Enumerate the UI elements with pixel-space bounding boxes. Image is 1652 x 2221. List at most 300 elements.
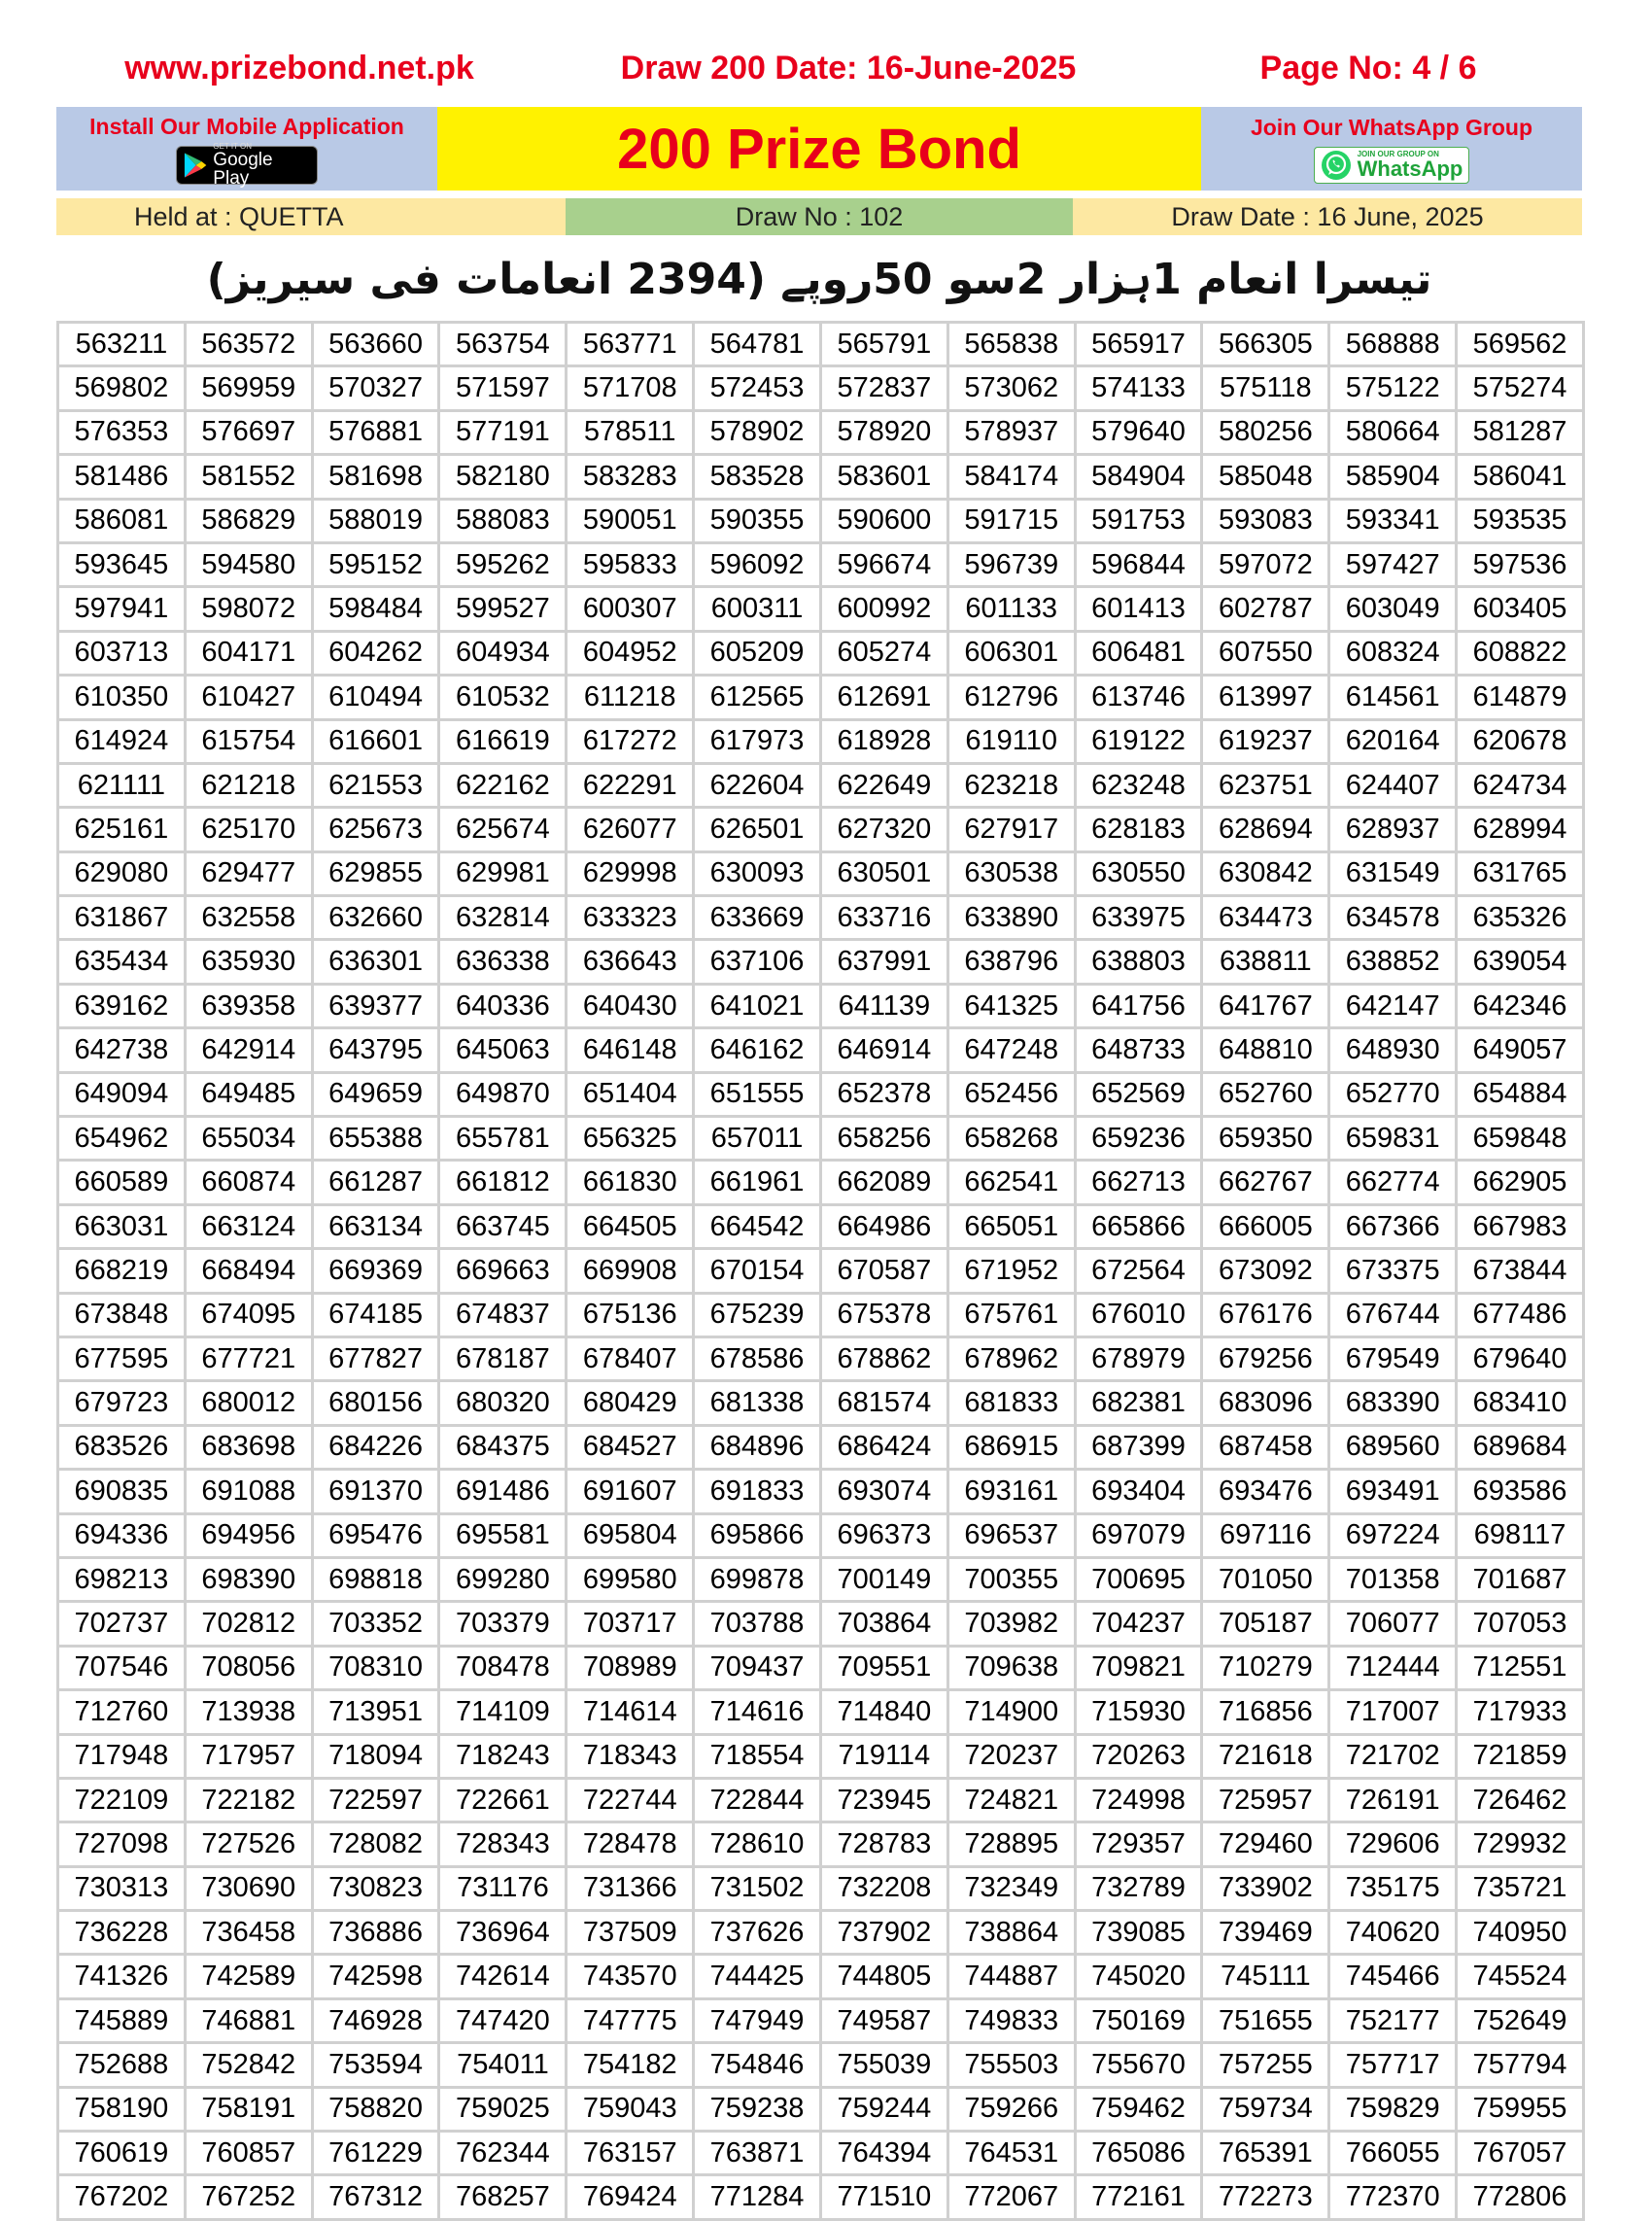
bond-number-cell: 664505	[567, 1204, 694, 1248]
bond-number-cell: 759829	[1329, 2087, 1457, 2131]
bond-number-cell: 747420	[439, 1998, 567, 2042]
bond-number-cell: 730823	[312, 1866, 439, 1910]
table-row	[58, 808, 1584, 851]
bond-number-cell: 728343	[439, 1822, 567, 1866]
bond-number-cell: 741326	[58, 1955, 186, 1998]
bond-number-cell: 598484	[312, 587, 439, 631]
bond-number-cell: 719114	[820, 1734, 947, 1778]
bond-number-cell: 712444	[1329, 1646, 1457, 1689]
table-row	[58, 631, 1584, 675]
bond-number-cell: 620678	[1457, 719, 1584, 763]
bond-number-cell: 610494	[312, 676, 439, 719]
google-play-button[interactable]	[176, 141, 318, 189]
table-row	[58, 1470, 1584, 1513]
bond-number-cell: 600311	[694, 587, 821, 631]
bond-number-cell: 745524	[1457, 1955, 1584, 1998]
bond-number-cell: 693491	[1329, 1470, 1457, 1513]
held-at: Held at : QUETTA	[56, 198, 566, 235]
bond-number-cell: 614561	[1329, 676, 1457, 719]
bond-number-cell: 655034	[185, 1117, 312, 1161]
bond-number-cell: 631867	[58, 896, 186, 940]
bond-number-cell: 662713	[1075, 1161, 1202, 1204]
bond-number-cell: 772067	[947, 2175, 1075, 2219]
bond-number-cell: 691088	[185, 1470, 312, 1513]
bond-number-cell: 633890	[947, 896, 1075, 940]
bond-number-cell: 642147	[1329, 984, 1457, 1027]
bond-number-cell: 624734	[1457, 763, 1584, 807]
bond-number-cell: 639377	[312, 984, 439, 1027]
bond-number-cell: 755039	[820, 2043, 947, 2087]
bond-number-cell: 754182	[567, 2043, 694, 2087]
draw-number: Draw No : 102	[566, 198, 1073, 235]
table-row	[58, 1602, 1584, 1646]
bond-number-cell: 760857	[185, 2132, 312, 2175]
bond-number-cell: 583601	[820, 455, 947, 499]
bond-number-cell: 626077	[567, 808, 694, 851]
bond-number-cell: 700149	[820, 1557, 947, 1601]
bond-number-cell: 674185	[312, 1293, 439, 1336]
bond-number-cell: 767202	[58, 2175, 186, 2219]
bond-number-cell: 635434	[58, 940, 186, 984]
bond-number-cell: 660874	[185, 1161, 312, 1204]
table-row	[58, 1998, 1584, 2042]
bond-number-cell: 586829	[185, 499, 312, 542]
bond-number-cell: 662774	[1329, 1161, 1457, 1204]
bond-number-cell: 693586	[1457, 1470, 1584, 1513]
bond-number-cell: 766055	[1329, 2132, 1457, 2175]
bond-number-cell: 767252	[185, 2175, 312, 2219]
bond-number-cell: 636338	[439, 940, 567, 984]
bond-number-cell: 704237	[1075, 1602, 1202, 1646]
bond-number-cell: 616601	[312, 719, 439, 763]
site-link[interactable]: www.prizebond.net.pk	[124, 49, 474, 87]
bond-number-cell: 605274	[820, 631, 947, 675]
bond-number-cell: 622291	[567, 763, 694, 807]
bond-number-cell: 747775	[567, 1998, 694, 2042]
bond-number-cell: 574133	[1075, 366, 1202, 410]
bond-number-cell: 687399	[1075, 1425, 1202, 1469]
install-app-text: Install Our Mobile Application	[89, 113, 404, 139]
bond-number-cell: 703864	[820, 1602, 947, 1646]
bond-number-cell: 632660	[312, 896, 439, 940]
bond-number-cell: 754011	[439, 2043, 567, 2087]
bond-number-cell: 570327	[312, 366, 439, 410]
bond-number-cell: 755503	[947, 2043, 1075, 2087]
bond-number-cell: 675378	[820, 1293, 947, 1336]
bond-number-cell: 605209	[694, 631, 821, 675]
bond-number-cell: 601133	[947, 587, 1075, 631]
bond-number-cell: 629477	[185, 851, 312, 895]
bond-number-cell: 661961	[694, 1161, 821, 1204]
table-row	[58, 1072, 1584, 1116]
bond-number-cell: 745466	[1329, 1955, 1457, 1998]
bond-number-cell: 591753	[1075, 499, 1202, 542]
bond-number-cell: 629080	[58, 851, 186, 895]
bond-number-cell: 565838	[947, 323, 1075, 366]
table-row	[58, 587, 1584, 631]
bond-number-cell: 669663	[439, 1249, 567, 1293]
bond-number-cell: 661830	[567, 1161, 694, 1204]
bond-number-cell: 681833	[947, 1381, 1075, 1425]
bond-number-cell: 633975	[1075, 896, 1202, 940]
bond-number-cell: 757717	[1329, 2043, 1457, 2087]
bond-number-cell: 732349	[947, 1866, 1075, 1910]
bond-number-cell: 610350	[58, 676, 186, 719]
bond-number-cell: 730313	[58, 1866, 186, 1910]
whatsapp-join-button[interactable]	[1314, 147, 1470, 184]
bond-number-cell: 639162	[58, 984, 186, 1027]
bond-number-cell: 599527	[439, 587, 567, 631]
bond-number-cell: 576697	[185, 410, 312, 454]
bond-number-cell: 723945	[820, 1778, 947, 1822]
bond-number-cell: 617272	[567, 719, 694, 763]
bond-number-cell: 640336	[439, 984, 567, 1027]
bond-number-cell: 652456	[947, 1072, 1075, 1116]
bond-number-cell: 579640	[1075, 410, 1202, 454]
bond-number-cell: 729932	[1457, 1822, 1584, 1866]
bond-number-cell: 750169	[1075, 1998, 1202, 2042]
bond-number-cell: 762344	[439, 2132, 567, 2175]
bond-number-cell: 679549	[1329, 1336, 1457, 1380]
whatsapp-small-text: JOIN OUR GROUP ON	[1357, 149, 1439, 158]
bond-number-cell: 693074	[820, 1470, 947, 1513]
bond-number-cell: 641767	[1202, 984, 1329, 1027]
bond-number-cell: 634473	[1202, 896, 1329, 940]
bond-number-cell: 695476	[312, 1513, 439, 1557]
table-row	[58, 1028, 1584, 1072]
bond-number-cell: 722661	[439, 1778, 567, 1822]
prize-heading-urdu: تیسرا انعام 1ہزار 2سو 50روپے (2394 انعامات فی سیریز)	[206, 254, 1432, 304]
bond-number-cell: 590600	[820, 499, 947, 542]
bond-number-cell: 673844	[1457, 1249, 1584, 1293]
bond-number-cell: 668494	[185, 1249, 312, 1293]
bond-number-cell: 752688	[58, 2043, 186, 2087]
bond-number-cell: 620164	[1329, 719, 1457, 763]
bond-number-cell: 621218	[185, 763, 312, 807]
bond-number-cell: 771510	[820, 2175, 947, 2219]
bond-number-cell: 677595	[58, 1336, 186, 1380]
install-app-panel	[56, 107, 437, 191]
bond-number-cell: 603713	[58, 631, 186, 675]
bond-number-cell: 713938	[185, 1690, 312, 1734]
bond-number-cell: 728895	[947, 1822, 1075, 1866]
bond-number-cell: 693476	[1202, 1470, 1329, 1513]
bond-number-cell: 659831	[1329, 1117, 1457, 1161]
bond-number-cell: 695866	[694, 1513, 821, 1557]
whatsapp-panel	[1201, 107, 1582, 191]
bond-number-cell: 639358	[185, 984, 312, 1027]
bond-number-cell: 738864	[947, 1911, 1075, 1955]
bond-number-cell: 581287	[1457, 410, 1584, 454]
bond-number-cell: 740950	[1457, 1911, 1584, 1955]
bond-number-cell: 621553	[312, 763, 439, 807]
draw-info-bar	[56, 198, 1582, 235]
bond-number-cell: 680320	[439, 1381, 567, 1425]
bond-number-cell: 722744	[567, 1778, 694, 1822]
bond-number-cell: 683410	[1457, 1381, 1584, 1425]
bond-number-cell: 584904	[1075, 455, 1202, 499]
bond-number-cell: 690835	[58, 1470, 186, 1513]
bond-number-cell: 571708	[567, 366, 694, 410]
bond-number-cell: 601413	[1075, 587, 1202, 631]
bond-number-cell: 638796	[947, 940, 1075, 984]
bond-number-cell: 622649	[820, 763, 947, 807]
bond-number-cell: 675136	[567, 1293, 694, 1336]
bond-number-cell: 714614	[567, 1690, 694, 1734]
bond-number-cell: 737902	[820, 1911, 947, 1955]
bond-number-cell: 603049	[1329, 587, 1457, 631]
table-row	[58, 2132, 1584, 2175]
bond-number-cell: 709821	[1075, 1646, 1202, 1689]
bond-number-cell: 578937	[947, 410, 1075, 454]
bond-number-cell: 614924	[58, 719, 186, 763]
bond-number-cell: 636301	[312, 940, 439, 984]
bond-number-cell: 581552	[185, 455, 312, 499]
bond-number-cell: 697224	[1329, 1513, 1457, 1557]
bond-number-cell: 640430	[567, 984, 694, 1027]
bond-number-cell: 764531	[947, 2132, 1075, 2175]
table-row	[58, 676, 1584, 719]
bond-number-cell: 642914	[185, 1028, 312, 1072]
bond-number-cell: 631765	[1457, 851, 1584, 895]
bond-number-cell: 668219	[58, 1249, 186, 1293]
winning-numbers-table	[56, 321, 1585, 2221]
bond-number-cell: 648810	[1202, 1028, 1329, 1072]
table-row	[58, 455, 1584, 499]
bond-number-cell: 702812	[185, 1602, 312, 1646]
bond-number-cell: 633669	[694, 896, 821, 940]
table-row	[58, 1204, 1584, 1248]
bond-number-cell: 655781	[439, 1117, 567, 1161]
bond-number-cell: 689560	[1329, 1425, 1457, 1469]
bond-number-cell: 765086	[1075, 2132, 1202, 2175]
bond-number-cell: 698213	[58, 1557, 186, 1601]
bond-number-cell: 673848	[58, 1293, 186, 1336]
table-row	[58, 1381, 1584, 1425]
bond-number-cell: 584174	[947, 455, 1075, 499]
bond-number-cell: 663745	[439, 1204, 567, 1248]
bond-number-cell: 635930	[185, 940, 312, 984]
bond-number-cell: 595833	[567, 542, 694, 586]
bond-number-cell: 627917	[947, 808, 1075, 851]
bond-number-cell: 724821	[947, 1778, 1075, 1822]
bond-number-cell: 739469	[1202, 1911, 1329, 1955]
bond-number-cell: 752177	[1329, 1998, 1457, 2042]
bond-number-cell: 763157	[567, 2132, 694, 2175]
bond-number-cell: 662089	[820, 1161, 947, 1204]
draw-title: Draw 200 Date: 16-June-2025	[620, 49, 1077, 87]
bond-number-cell: 749833	[947, 1998, 1075, 2042]
bond-number-cell: 676010	[1075, 1293, 1202, 1336]
bond-number-cell: 663031	[58, 1204, 186, 1248]
bond-number-cell: 709551	[820, 1646, 947, 1689]
bond-number-cell: 590051	[567, 499, 694, 542]
bond-number-cell: 646162	[694, 1028, 821, 1072]
bond-number-cell: 597072	[1202, 542, 1329, 586]
bond-number-cell: 569802	[58, 366, 186, 410]
bond-number-cell: 708056	[185, 1646, 312, 1689]
bond-number-cell: 720263	[1075, 1734, 1202, 1778]
bond-number-cell: 743570	[567, 1955, 694, 1998]
bond-number-cell: 580664	[1329, 410, 1457, 454]
bond-number-cell: 765391	[1202, 2132, 1329, 2175]
bond-number-cell: 699878	[694, 1557, 821, 1601]
bond-number-cell: 703982	[947, 1602, 1075, 1646]
bond-number-cell: 571597	[439, 366, 567, 410]
bond-number-cell: 730690	[185, 1866, 312, 1910]
bond-number-cell: 610532	[439, 676, 567, 719]
bond-number-cell: 638852	[1329, 940, 1457, 984]
bond-number-cell: 596844	[1075, 542, 1202, 586]
bond-number-cell: 731366	[567, 1866, 694, 1910]
bond-number-cell: 759462	[1075, 2087, 1202, 2131]
bond-number-cell: 646914	[820, 1028, 947, 1072]
table-row	[58, 719, 1584, 763]
bond-number-cell: 772370	[1329, 2175, 1457, 2219]
bond-number-cell: 630538	[947, 851, 1075, 895]
bond-number-cell: 694956	[185, 1513, 312, 1557]
bond-number-cell: 689684	[1457, 1425, 1584, 1469]
bond-number-cell: 604952	[567, 631, 694, 675]
bond-number-cell: 715930	[1075, 1690, 1202, 1734]
bond-number-cell: 683526	[58, 1425, 186, 1469]
table-row	[58, 1249, 1584, 1293]
bond-number-cell: 563754	[439, 323, 567, 366]
bond-number-cell: 687458	[1202, 1425, 1329, 1469]
table-row	[58, 1822, 1584, 1866]
bond-number-cell: 768257	[439, 2175, 567, 2219]
bond-number-cell: 600992	[820, 587, 947, 631]
bond-number-cell: 638803	[1075, 940, 1202, 984]
bond-number-cell: 563660	[312, 323, 439, 366]
table-row	[58, 410, 1584, 454]
bond-number-cell: 563211	[58, 323, 186, 366]
table-row	[58, 2175, 1584, 2219]
top-header	[56, 39, 1582, 97]
bond-number-cell: 676744	[1329, 1293, 1457, 1336]
bond-number-cell: 742614	[439, 1955, 567, 1998]
bond-number-cell: 648733	[1075, 1028, 1202, 1072]
bond-number-cell: 662905	[1457, 1161, 1584, 1204]
bond-number-cell: 771284	[694, 2175, 821, 2219]
bond-number-cell: 630501	[820, 851, 947, 895]
bond-number-cell: 586081	[58, 499, 186, 542]
bond-number-cell: 683096	[1202, 1381, 1329, 1425]
bond-number-cell: 565791	[820, 323, 947, 366]
bond-number-cell: 755670	[1075, 2043, 1202, 2087]
bond-number-cell: 684226	[312, 1425, 439, 1469]
bond-number-cell: 588083	[439, 499, 567, 542]
bond-number-cell: 759734	[1202, 2087, 1329, 2131]
bond-number-cell: 596739	[947, 542, 1075, 586]
bond-number-cell: 628694	[1202, 808, 1329, 851]
bond-number-cell: 625161	[58, 808, 186, 851]
bond-number-cell: 602787	[1202, 587, 1329, 631]
bond-number-cell: 606481	[1075, 631, 1202, 675]
bond-number-cell: 569959	[185, 366, 312, 410]
banner	[56, 107, 1582, 191]
bond-number-cell: 700355	[947, 1557, 1075, 1601]
bond-number-cell: 670587	[820, 1249, 947, 1293]
bond-number-cell: 662541	[947, 1161, 1075, 1204]
bond-number-cell: 659848	[1457, 1117, 1584, 1161]
bond-number-cell: 693161	[947, 1470, 1075, 1513]
bond-number-cell: 739085	[1075, 1911, 1202, 1955]
bond-number-cell: 594580	[185, 542, 312, 586]
bond-number-cell: 572837	[820, 366, 947, 410]
bond-number-cell: 728610	[694, 1822, 821, 1866]
bond-number-cell: 679256	[1202, 1336, 1329, 1380]
bond-number-cell: 625674	[439, 808, 567, 851]
bond-number-cell: 663124	[185, 1204, 312, 1248]
bond-number-cell: 681338	[694, 1381, 821, 1425]
bond-number-cell: 665051	[947, 1204, 1075, 1248]
bond-number-cell: 674095	[185, 1293, 312, 1336]
bond-number-cell: 721702	[1329, 1734, 1457, 1778]
bond-number-cell: 737509	[567, 1911, 694, 1955]
bond-number-cell: 564781	[694, 323, 821, 366]
bond-number-cell: 624407	[1329, 763, 1457, 807]
bond-number-cell: 652760	[1202, 1072, 1329, 1116]
table-row	[58, 323, 1584, 366]
bond-number-cell: 718343	[567, 1734, 694, 1778]
bond-number-cell: 769424	[567, 2175, 694, 2219]
bond-number-cell: 585904	[1329, 455, 1457, 499]
bond-number-cell: 630842	[1202, 851, 1329, 895]
bond-number-cell: 623751	[1202, 763, 1329, 807]
bond-number-cell: 699280	[439, 1557, 567, 1601]
bond-number-cell: 612691	[820, 676, 947, 719]
table-row	[58, 1778, 1584, 1822]
bond-number-cell: 698117	[1457, 1513, 1584, 1557]
google-play-small-text: GET IT ON	[213, 141, 253, 151]
bond-number-cell: 676176	[1202, 1293, 1329, 1336]
table-row	[58, 896, 1584, 940]
table-row	[58, 1161, 1584, 1204]
bond-number-cell: 759238	[694, 2087, 821, 2131]
bond-number-cell: 722182	[185, 1778, 312, 1822]
bond-number-cell: 706077	[1329, 1602, 1457, 1646]
bond-number-cell: 649659	[312, 1072, 439, 1116]
bond-number-cell: 675239	[694, 1293, 821, 1336]
table-row	[58, 1734, 1584, 1778]
bond-number-cell: 647248	[947, 1028, 1075, 1072]
bond-number-cell: 628937	[1329, 808, 1457, 851]
bond-number-cell: 708478	[439, 1646, 567, 1689]
bond-number-cell: 683390	[1329, 1381, 1457, 1425]
bond-number-cell: 597427	[1329, 542, 1457, 586]
bond-number-cell: 583528	[694, 455, 821, 499]
bond-number-cell: 710279	[1202, 1646, 1329, 1689]
bond-number-cell: 642738	[58, 1028, 186, 1072]
bond-number-cell: 651555	[694, 1072, 821, 1116]
bond-number-cell: 678962	[947, 1336, 1075, 1380]
table-row	[58, 763, 1584, 807]
bond-number-cell: 578511	[567, 410, 694, 454]
page-title: 200 Prize Bond	[437, 107, 1201, 191]
bond-number-cell: 656325	[567, 1117, 694, 1161]
bond-number-cell: 721618	[1202, 1734, 1329, 1778]
bond-number-cell: 720237	[947, 1734, 1075, 1778]
bond-number-cell: 630093	[694, 851, 821, 895]
bond-number-cell: 728783	[820, 1822, 947, 1866]
bond-number-cell: 626501	[694, 808, 821, 851]
bond-number-cell: 629998	[567, 851, 694, 895]
bond-number-cell: 632814	[439, 896, 567, 940]
bond-number-cell: 684896	[694, 1425, 821, 1469]
bond-number-cell: 662767	[1202, 1161, 1329, 1204]
bond-number-cell: 747949	[694, 1998, 821, 2042]
